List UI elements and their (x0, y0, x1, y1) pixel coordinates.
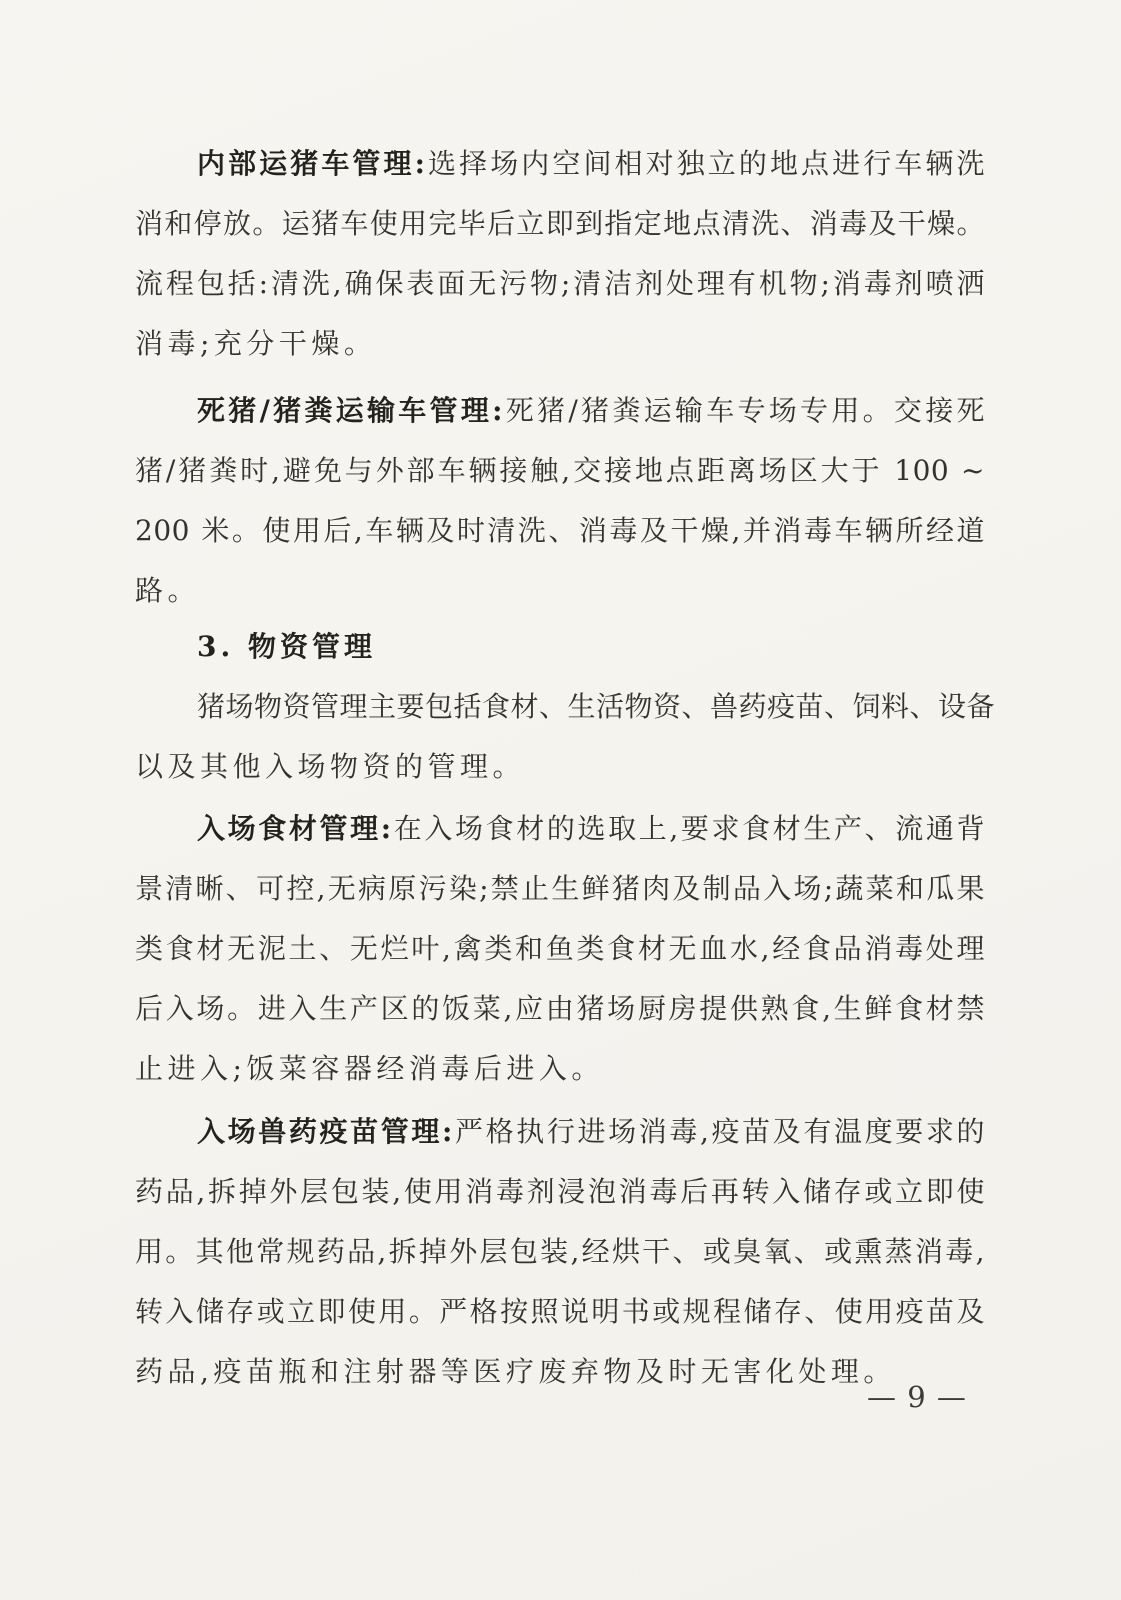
line-text: 路。 (135, 574, 201, 607)
line-text: 药品,疫苗瓶和注射器等医疗废弃物及时无害化处理。 (135, 1355, 896, 1388)
text-line (135, 441, 985, 501)
line-text: 200 米。使用后,车辆及时清洗、消毒及干燥,并消毒车辆所经道 (135, 514, 985, 547)
para-internal-pig-truck-management (135, 134, 985, 374)
line-text: 流程包括:清洗,确保表面无污物;清洁剂处理有机物;消毒剂喷洒 (135, 267, 985, 300)
para-dead-pig-manure-truck-management (135, 381, 985, 621)
line-text: 景清晰、可控,无病原污染;禁止生鲜猪肉及制品入场;蔬菜和瓜果 (135, 872, 985, 905)
para-incoming-food-management (135, 799, 985, 1099)
bold-lead: 内部运猪车管理: (197, 147, 426, 180)
text-line (135, 859, 985, 919)
text-line (135, 1102, 985, 1162)
text-line (135, 1342, 985, 1402)
line-text: 消毒;充分干燥。 (135, 327, 377, 360)
text-line (135, 314, 985, 374)
text-line (135, 1222, 985, 1282)
bold-lead: 入场食材管理: (197, 812, 392, 845)
line-text: 后入场。进入生产区的饭菜,应由猪场厨房提供熟食,生鲜食材禁 (135, 992, 985, 1025)
text-line (135, 1039, 985, 1099)
line-text: 用。其他常规药品,拆掉外层包装,经烘干、或臭氧、或熏蒸消毒, (135, 1235, 985, 1268)
text-line (135, 737, 985, 797)
line-text: 止进入;饭菜容器经消毒后进入。 (135, 1052, 604, 1085)
heading-materials-management (135, 617, 985, 677)
bold-lead: 死猪/猪粪运输车管理: (197, 394, 503, 427)
text-line (135, 254, 985, 314)
line-text: 猪/猪粪时,避免与外部车辆接触,交接地点距离场区大于 100 ~ (135, 454, 985, 487)
line-text: 药品,拆掉外层包装,使用消毒剂浸泡消毒后再转入储存或立即使 (135, 1175, 985, 1208)
text-line (135, 677, 996, 737)
bold-lead: 入场兽药疫苗管理: (197, 1115, 453, 1148)
line-text: 转入储存或立即使用。严格按照说明书或规程储存、使用疫苗及 (135, 1295, 985, 1328)
line-text: 严格执行进场消毒,疫苗及有温度要求的 (452, 1115, 985, 1148)
bold-lead: 3. 物资管理 (197, 630, 376, 663)
line-text: 猪场物资管理主要包括食材、生活物资、兽药疫苗、饲料、设备 (197, 690, 996, 723)
text-line (135, 1162, 985, 1222)
text-line (135, 381, 985, 441)
para-materials-overview (135, 677, 996, 797)
text-line (135, 1282, 985, 1342)
text-line (135, 979, 985, 1039)
line-text: 消和停放。运猪车使用完毕后立即到指定地点清洗、消毒及干燥。 (135, 207, 985, 240)
text-line (135, 134, 985, 194)
text-line (135, 501, 985, 561)
text-line (135, 919, 985, 979)
line-text: 选择场内空间相对独立的地点进行车辆洗 (425, 147, 985, 180)
line-text: 以及其他入场物资的管理。 (135, 750, 526, 783)
text-line (135, 799, 985, 859)
text-line (135, 561, 985, 621)
page-number: — 9 — (867, 1380, 967, 1414)
text-line (135, 194, 985, 254)
line-text: 类食材无泥土、无烂叶,禽类和鱼类食材无血水,经食品消毒处理 (135, 932, 985, 965)
line-text: 在入场食材的选取上,要求食材生产、流通背 (391, 812, 985, 845)
text-line (135, 617, 985, 677)
para-incoming-vet-drug-vaccine-management (135, 1102, 985, 1402)
line-text: 死猪/猪粪运输车专场专用。交接死 (502, 394, 985, 427)
